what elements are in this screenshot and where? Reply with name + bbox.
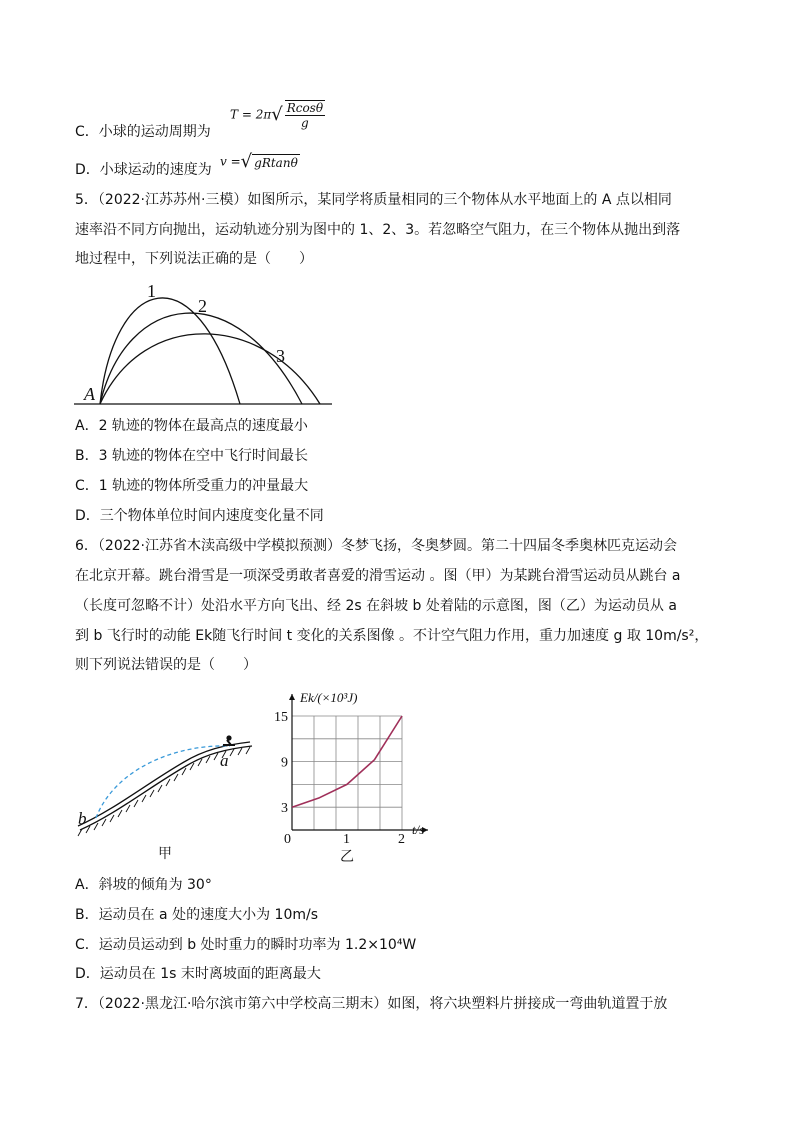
trajectory-2: [100, 313, 302, 404]
q5-option-a: A．2 轨迹的物体在最高点的速度最小: [75, 418, 308, 434]
x-tick-label: 0: [284, 831, 291, 847]
chart-ticks: [274, 710, 405, 847]
q5-stem-line3: 地过程中，下列说法正确的是（ ）: [75, 251, 313, 267]
point-a-label: a: [220, 751, 229, 770]
chart-y-axis-label: Ek/(×10³J): [300, 690, 358, 705]
skier-icon: [223, 735, 235, 745]
trajectory-3-label: 3: [276, 346, 285, 366]
q4-period-denominator: g: [301, 116, 309, 130]
figure-jia-caption: 甲: [158, 846, 172, 862]
q5-stem-line1: 5．（2022·江苏苏州·三模）如图所示，某同学将质量相同的三个物体从水平地面上的 A 点以相同: [75, 192, 672, 208]
q6-ek-time-chart: [270, 686, 440, 847]
q6-stem-line4: 到 b 飞行时的动能 Ek随飞行时间 t 变化的关系图像 。不计空气阻力作用，重力加速度 g 取 10m/s²，: [75, 628, 709, 644]
point-a-label: A: [84, 384, 95, 404]
chart-axes: [289, 694, 428, 833]
q4-option-c: C．小球的运动周期为: [75, 124, 211, 140]
q6-ski-slope-figure: [74, 730, 259, 840]
q6-stem-line1: 6．（2022·江苏省木渎高级中学模拟预测）冬梦飞扬，冬奥梦圆。第二十四届冬季奥林匹克运动会: [75, 538, 677, 554]
x-tick-label: 2: [398, 831, 405, 847]
y-tick-label: 3: [281, 801, 288, 817]
q4-period-formula: T = 2π√ $\frac{Rcos\theta}{g}$: [230, 101, 324, 130]
trajectory-2-label: 2: [198, 296, 207, 316]
y-tick-label: 15: [274, 710, 288, 725]
q6-stem-line2: 在北京开幕。跳台滑雪是一项深受勇敢者喜爱的滑雪运动 。图（甲）为某跳台滑雪运动员从跳台 a: [75, 568, 681, 584]
q5-option-c: C．1 轨迹的物体所受重力的冲量最大: [75, 478, 309, 494]
q7-stem-line1: 7．（2022·黑龙江·哈尔滨市第六中学校高三期末）如图，将六块塑料片拼接成一弯曲轨道置于放: [75, 996, 668, 1012]
q6-option-d: D．运动员在 1s 末时离坡面的距离最大: [75, 966, 321, 982]
q5-trajectory-figure: [74, 278, 336, 408]
q6-stem-line5: 则下列说法错误的是（ ）: [75, 657, 257, 673]
q5-stem-line2: 速率沿不同方向抛出，运动轨迹分别为图中的 1、2、3。若忽略空气阻力，在三个物体从抛出到落: [75, 222, 681, 238]
q6-option-a: A．斜坡的倾角为 30°: [75, 877, 212, 893]
chart-x-axis-label: t/s: [412, 822, 425, 837]
q5-option-d: D．三个物体单位时间内速度变化量不同: [75, 508, 324, 524]
q6-option-c: C．运动员运动到 b 处时重力的瞬时功率为 1.2×10⁴W: [75, 937, 417, 953]
trajectory-1-label: 1: [147, 281, 156, 301]
x-tick-label: 1: [343, 831, 350, 847]
q4-option-d: D．小球运动的速度为: [75, 162, 212, 178]
y-tick-label: 9: [281, 755, 288, 771]
y-axis-arrow: [289, 694, 295, 700]
trajectory-3: [100, 334, 320, 404]
chart-grid: [292, 716, 402, 830]
q4-period-numerator: Rcosθ: [286, 101, 324, 115]
q6-stem-line3: （长度可忽略不计）处沿水平方向飞出、经 2s 在斜坡 b 处着陆的示意图，图（乙）为运动员从 a: [75, 598, 677, 614]
q4-velocity-radicand: gRtanθ: [254, 155, 298, 170]
point-b-label: b: [78, 809, 87, 828]
q5-option-b: B．3 轨迹的物体在空中飞行时间最长: [75, 448, 308, 464]
q4-period-lhs: T = 2π: [230, 107, 272, 122]
figure-yi-caption: 乙: [340, 849, 354, 865]
trajectory-1: [100, 298, 240, 404]
q6-option-b: B．运动员在 a 处的速度大小为 10m/s: [75, 907, 318, 923]
q4-velocity-lhs: v =: [220, 154, 241, 169]
q4-velocity-formula: v =√ gRtanθ: [220, 151, 298, 172]
